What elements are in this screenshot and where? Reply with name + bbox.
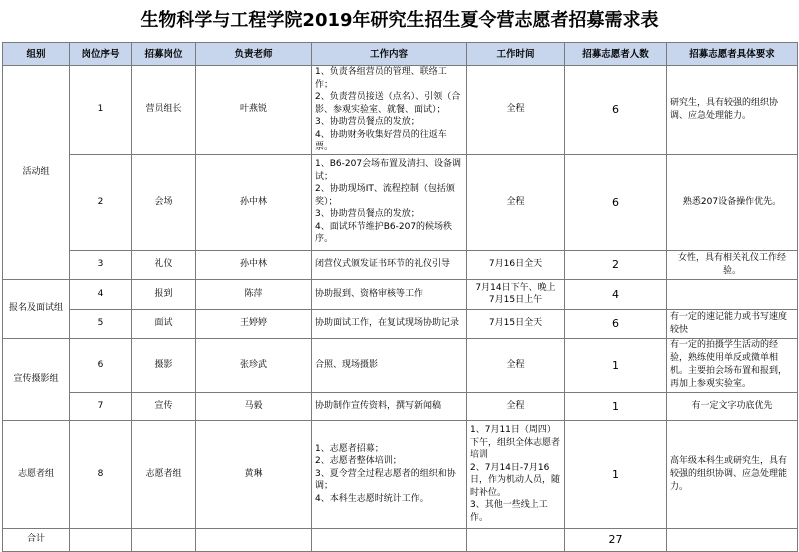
work-content-cell: 合照、现场摄影 [312,338,467,392]
requirement-cell: 有一定文字功底优先 [667,392,798,420]
post-no-cell: 8 [70,420,132,528]
work-time-cell: 7月16日全天 [467,250,565,279]
work-line: 3、协助营员餐点的发放； [315,117,420,127]
post-name-cell: 摄影 [132,338,196,392]
group-cell: 宣传摄影组 [3,338,70,420]
work-content-cell [312,154,467,250]
work-line: 2、志愿者整体培训； [315,456,402,467]
post-name-cell: 礼仪 [132,250,196,279]
table-row [3,66,798,155]
work-line: 3、夏令营全过程志愿者的组织和协调； [315,468,456,492]
volunteer-count-cell: 6 [565,66,667,155]
work-time-cell: 7月15日全天 [467,309,565,338]
teacher-cell: 马毅 [196,392,312,420]
post-no-cell: 7 [70,392,132,420]
time-line: 1、7月11日（周四）下午，组织全体志愿者培训 [470,425,561,460]
post-no-cell: 4 [70,279,132,309]
post-no-cell: 5 [70,309,132,338]
header-cell-no: 岗位序号 [70,43,132,66]
work-content-cell: 协助报到、资格审核等工作 [312,279,467,309]
table-row [3,309,798,338]
header-cell-teacher: 负责老师 [196,43,312,66]
teacher-cell: 孙中林 [196,250,312,279]
requirement-cell: 有一定的速记能力或书写速度较快 [667,309,798,338]
header-cell-group: 组别 [3,43,70,66]
post-no-cell: 6 [70,338,132,392]
table-row [3,392,798,420]
volunteer-count-cell: 2 [565,250,667,279]
empty-cell [132,528,196,551]
teacher-cell: 张珍武 [196,338,312,392]
header-cell-num: 招募志愿者人数 [565,43,667,66]
post-name-cell: 营员组长 [132,66,196,155]
post-name-cell: 会场 [132,154,196,250]
time-line: 7月15日上午 [488,295,543,305]
empty-cell [667,528,798,551]
work-line: 4、协助财务收集好营员的往返车票。 [315,129,447,152]
time-line: 7月14日下午、晚上 [475,282,556,293]
requirement-cell: 高年级本科生或研究生，具有较强的组织协调、应急处理能力。 [667,420,798,528]
work-line: 1、负责各组营员的管理、联络工作； [315,67,447,90]
work-content-cell: 协助面试工作，在复试现场协助记录 [312,309,467,338]
work-line: 4、面试环节维护B6-207的候场秩序。 [315,221,453,245]
volunteer-count-cell: 6 [565,309,667,338]
time-line: 3、其他一些线上工作。 [470,500,548,523]
recruitment-table [2,42,798,552]
teacher-cell: 王婷婷 [196,309,312,338]
requirement-cell: 有一定的拍摄学生活动的经验，熟练使用单反或微单相机。主要拍会场布置和报到，再加上参观实验室。 [667,338,798,392]
volunteer-count-cell: 6 [565,154,667,250]
post-name-cell: 报到 [132,279,196,309]
post-no-cell: 3 [70,250,132,279]
requirement-cell: 研究生，具有较强的组织协调、应急处理能力。 [667,66,798,155]
header-cell-work: 工作内容 [312,43,467,66]
work-content-cell [312,66,467,155]
volunteer-count-cell: 1 [565,420,667,528]
table-row [3,279,798,309]
work-time-cell: 全程 [467,66,565,155]
volunteer-count-cell: 1 [565,392,667,420]
work-time-cell: 全程 [467,392,565,420]
work-line: 3、协助营员餐点的发放； [315,209,420,220]
post-name-cell: 宣传 [132,392,196,420]
requirement-cell: 熟悉207设备操作优先。 [667,154,798,250]
total-label-cell: 合计 [3,528,70,551]
post-name-cell: 面试 [132,309,196,338]
work-line: 4、本科生志愿时统计工作。 [315,493,429,504]
work-time-cell: 全程 [467,154,565,250]
work-time-cell: 全程 [467,338,565,392]
teacher-cell: 孙中林 [196,154,312,250]
post-no-cell: 2 [70,154,132,250]
requirement-cell [667,279,798,309]
volunteer-count-cell: 1 [565,338,667,392]
empty-cell [70,528,132,551]
header-row [3,43,798,66]
group-cell: 活动组 [3,66,70,280]
work-line: 1、志愿者招募； [315,443,384,454]
table-row [3,154,798,250]
header-cell-post: 招募岗位 [132,43,196,66]
work-content-cell [312,420,467,528]
table-row [3,420,798,528]
table-row [3,250,798,279]
volunteer-count-cell: 4 [565,279,667,309]
page-title: 生物科学与工程学院2019年研究生招生夏令营志愿者招募需求表 [140,10,659,31]
work-content-cell: 协助制作宣传资料，撰写新闻稿 [312,392,467,420]
empty-cell [196,528,312,551]
teacher-cell: 陈萍 [196,279,312,309]
work-line: 1、B6-207会场布置及清扫、设备调试； [315,159,462,182]
total-value-cell: 27 [565,528,667,551]
total-row [3,528,798,551]
work-time-cell [467,279,565,309]
work-content-cell: 闭营仪式颁发证书环节的礼仪引导 [312,250,467,279]
group-cell: 报名及面试组 [3,279,70,338]
work-line: 2、协助现场IT、流程控制（包括颁奖）； [315,184,455,207]
teacher-cell: 黄琳 [196,420,312,528]
header-cell-req: 招募志愿者具体要求 [667,43,798,66]
work-time-cell [467,420,565,528]
group-cell: 志愿者组 [3,420,70,528]
table-row [3,338,798,392]
header-cell-time: 工作时间 [467,43,565,66]
teacher-cell: 叶燕锐 [196,66,312,155]
time-line: 2、7月14日-7月16日，作为机动人员，随时补位。 [470,462,561,498]
post-name-cell: 志愿者组 [132,420,196,528]
requirement-cell: 女性，具有相关礼仪工作经验。 [667,250,798,279]
post-no-cell: 1 [70,66,132,155]
work-line: 2、负责营员接送（点名）、引领（合影、参观实验室、就餐、面试）； [315,92,461,115]
empty-cell [467,528,565,551]
empty-cell [312,528,467,551]
